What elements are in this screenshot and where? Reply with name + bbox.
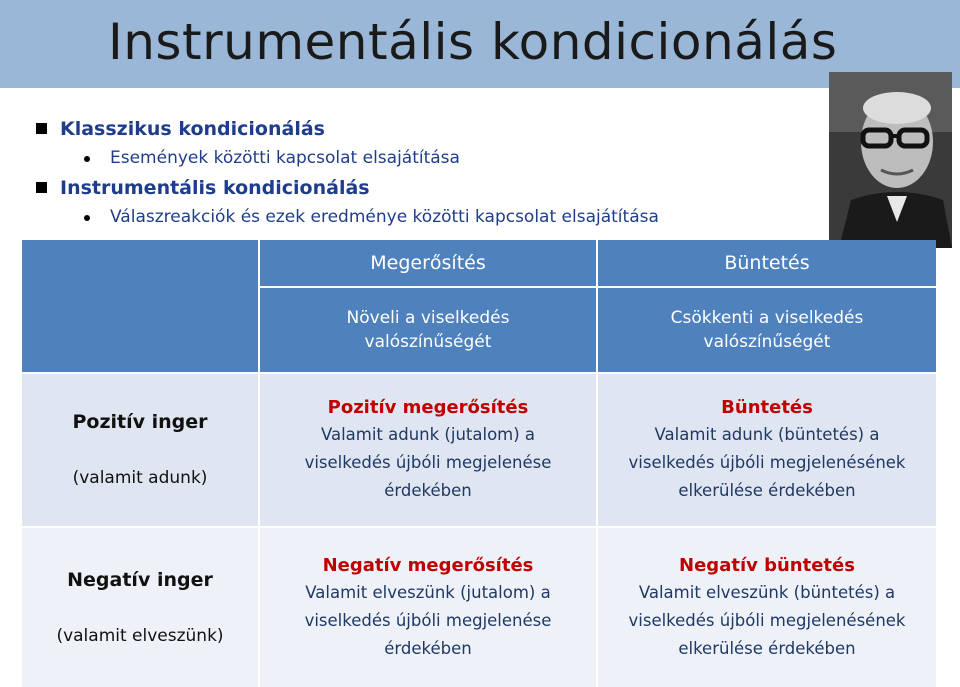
row-label-text: Pozitív inger <box>72 411 208 433</box>
cell-body: Valamit elveszünk (büntetés) a viselkedés újbóli megjelenésének elkerülése érdekében <box>628 582 906 658</box>
col-header-text: Büntetés <box>724 252 810 274</box>
col-header-punishment <box>598 240 936 286</box>
bullet-sub-text: Válaszreakciók és ezek eredménye közötti kapcsolat elsajátítása <box>110 207 659 227</box>
col-subheader-punishment <box>598 288 936 372</box>
cell-body: Valamit adunk (jutalom) a viselkedés újbóli megjelenése érdekében <box>304 425 552 500</box>
cell-heading: Büntetés <box>721 397 813 418</box>
dot-bullet-icon <box>84 215 90 221</box>
bullet-main-text: Instrumentális kondicionálás <box>60 177 370 199</box>
col-subheader-reinforcement <box>260 288 596 372</box>
cell-body: Valamit adunk (büntetés) a viselkedés újbóli megjelenésének elkerülése érdekében <box>628 425 906 500</box>
portrait-photo <box>829 72 952 248</box>
square-bullet-icon <box>36 123 47 134</box>
col-subheader-text: Növeli a viselkedés valószínűségét <box>346 308 510 352</box>
cell-heading: Negatív megerősítés <box>322 554 534 576</box>
cell-body: Valamit elveszünk (jutalom) a viselkedés újbóli megjelenése érdekében <box>304 582 552 658</box>
col-subheader-text: Csökkenti a viselkedés valószínűségét <box>670 308 864 352</box>
bullet-main-text: Klasszikus kondicionálás <box>60 118 325 140</box>
dot-bullet-icon <box>84 156 90 162</box>
col-header-text: Megerősítés <box>370 252 486 274</box>
cell-heading: Pozitív megerősítés <box>327 397 529 418</box>
portrait-icon <box>829 72 952 248</box>
cell-positive-reinforcement <box>260 374 596 526</box>
slide-title: Instrumentális kondicionálás <box>108 13 838 71</box>
bullet-sub-text: Események közötti kapcsolat elsajátítása <box>110 148 460 168</box>
cell-heading: Negatív büntetés <box>679 554 855 576</box>
comparison-table <box>22 240 936 687</box>
row-label-positive <box>22 374 258 526</box>
table-corner-cell <box>22 240 258 372</box>
sub-bullet-instrumental <box>36 203 796 232</box>
row-sublabel-text: (valamit elveszünk) <box>56 625 224 646</box>
row-label-negative <box>22 528 258 687</box>
bullet-instrumental <box>36 173 796 203</box>
bullet-list <box>36 114 796 232</box>
col-header-reinforcement <box>260 240 596 286</box>
cell-negative-punishment <box>598 528 936 687</box>
square-bullet-icon <box>36 182 47 193</box>
row-sublabel-text: (valamit adunk) <box>72 468 208 488</box>
row-label-text: Negatív inger <box>67 568 213 591</box>
bullet-classical <box>36 114 796 144</box>
cell-negative-reinforcement <box>260 528 596 687</box>
sub-bullet-classical <box>36 144 796 173</box>
cell-positive-punishment <box>598 374 936 526</box>
